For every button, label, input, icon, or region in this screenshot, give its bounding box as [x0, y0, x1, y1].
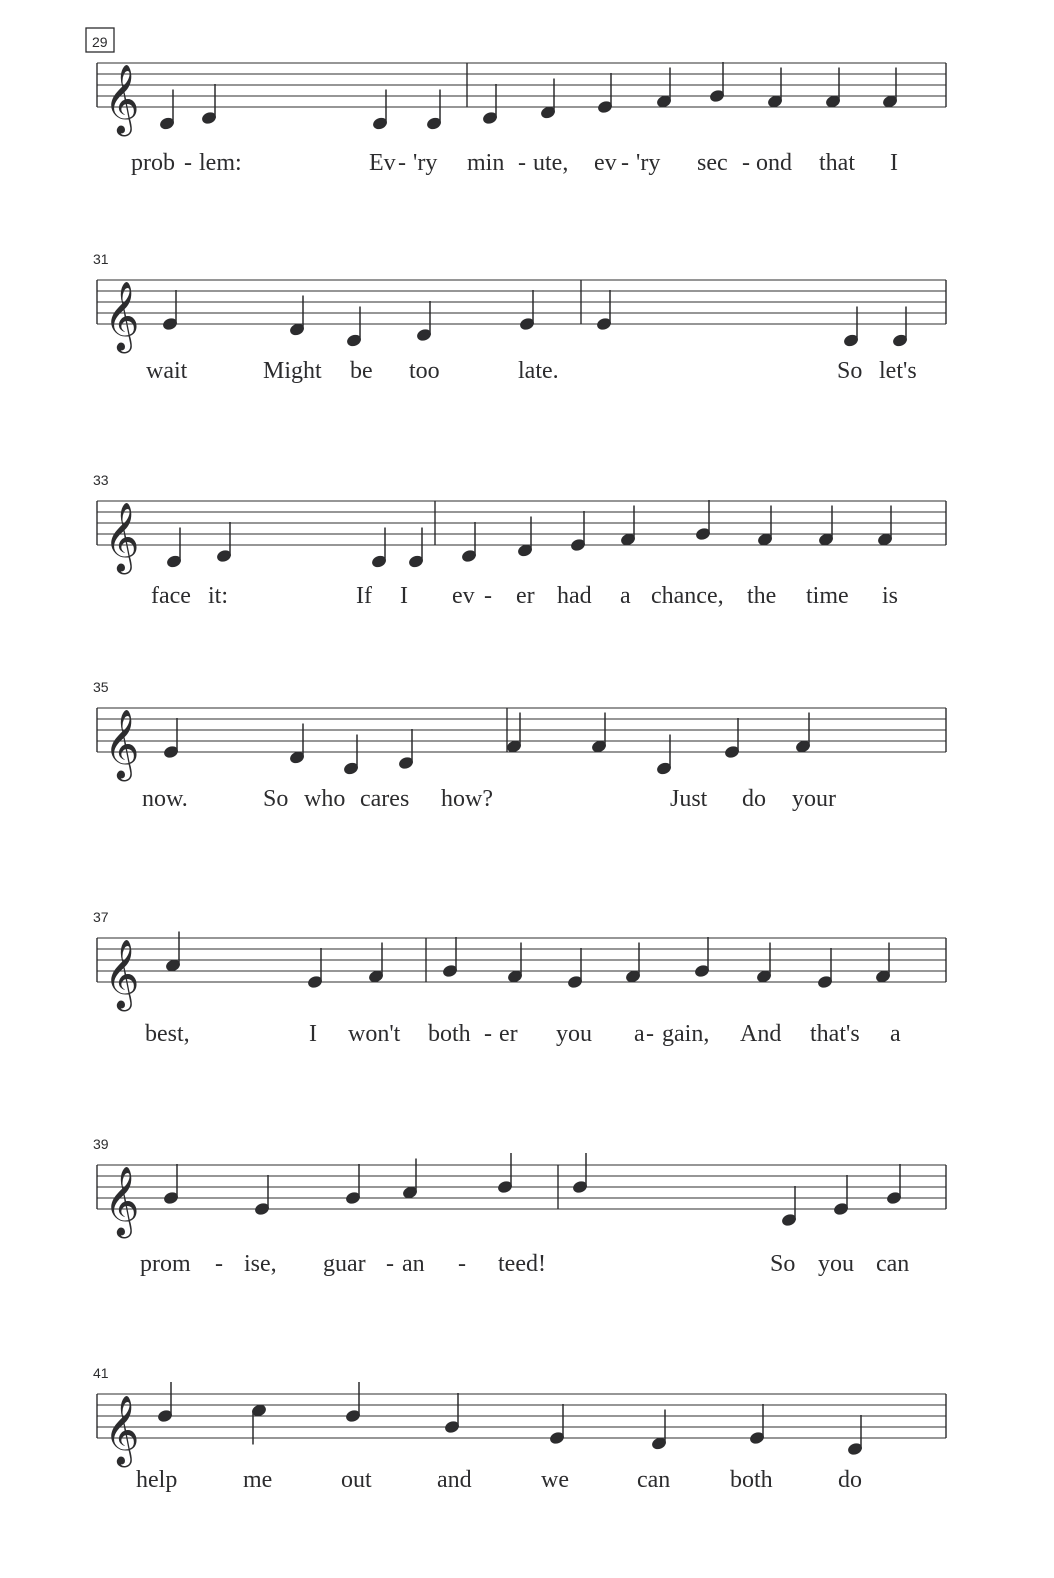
- lyric-syllable: lem:: [199, 150, 242, 176]
- lyric-syllable: it:: [208, 583, 229, 609]
- treble-clef-icon: 𝄞: [104, 1395, 140, 1465]
- lyric-syllable: Might: [263, 358, 322, 384]
- measure-number: 33: [93, 472, 109, 488]
- staff-system: [93, 251, 946, 384]
- lyric-syllable: can: [876, 1251, 910, 1277]
- lyric-syllable: the: [747, 583, 777, 609]
- lyric-syllable: I: [890, 150, 898, 176]
- lyric-syllable: 'ry: [413, 150, 438, 176]
- lyric-syllable: won't: [348, 1021, 401, 1047]
- measure-number: 37: [93, 909, 109, 925]
- lyric-syllable: -: [386, 1251, 394, 1277]
- lyric-syllable: and: [437, 1467, 472, 1493]
- lyric-syllable: teed!: [498, 1251, 546, 1277]
- lyric-syllable: -: [621, 150, 629, 176]
- staff-system: [93, 472, 946, 609]
- lyric-syllable: a: [890, 1021, 901, 1047]
- lyric-syllable: 'ry: [636, 150, 661, 176]
- lyric-syllable: I: [309, 1021, 317, 1047]
- lyric-syllable: best,: [145, 1021, 190, 1047]
- lyric-syllable: prob: [131, 150, 175, 176]
- lyric-syllable: prom: [140, 1251, 191, 1277]
- lyric-syllable: a: [620, 583, 631, 609]
- lyric-syllable: me: [243, 1467, 273, 1493]
- measure-number: 35: [93, 679, 109, 695]
- staff-system: [86, 28, 946, 176]
- lyric-syllable: be: [350, 358, 373, 384]
- lyric-syllable: So: [770, 1251, 796, 1277]
- lyric-syllable: ond: [756, 150, 792, 176]
- lyric-syllable: help: [136, 1467, 178, 1493]
- lyric-syllable: Just: [670, 786, 708, 812]
- lyric-syllable: out: [341, 1467, 372, 1493]
- treble-clef-icon: 𝄞: [104, 281, 140, 351]
- lyric-syllable: guar: [323, 1251, 366, 1277]
- lyric-syllable: -: [458, 1251, 466, 1277]
- lyric-syllable: -: [518, 150, 526, 176]
- lyric-syllable: both: [428, 1021, 471, 1047]
- measure-number: 31: [93, 251, 109, 267]
- lyric-syllable: late.: [518, 358, 559, 384]
- lyric-syllable: had: [557, 583, 592, 609]
- lyric-syllable: gain,: [662, 1021, 710, 1047]
- lyric-syllable: do: [838, 1467, 862, 1493]
- measure-number: 41: [93, 1365, 109, 1381]
- lyric-syllable: do: [742, 786, 766, 812]
- lyric-syllable: -: [484, 583, 492, 609]
- lyric-syllable: can: [637, 1467, 671, 1493]
- lyric-syllable: So: [837, 358, 863, 384]
- measure-number: 39: [93, 1136, 109, 1152]
- lyric-syllable: -: [184, 150, 192, 176]
- lyric-syllable: let's: [879, 358, 917, 384]
- lyric-syllable: that's: [810, 1021, 860, 1047]
- lyric-syllable: an: [402, 1251, 425, 1277]
- lyric-syllable: that: [819, 150, 855, 176]
- lyric-syllable: too: [409, 358, 440, 384]
- lyric-syllable: ute,: [533, 150, 569, 176]
- lyric-syllable: time: [806, 583, 849, 609]
- lyric-syllable: -: [484, 1021, 492, 1047]
- lyric-syllable: chance,: [651, 583, 724, 609]
- lyric-syllable: And: [740, 1021, 782, 1047]
- lyric-syllable: who: [304, 786, 346, 812]
- lyric-syllable: Ev: [369, 150, 396, 176]
- lyric-syllable: now.: [142, 786, 188, 812]
- staff-system: [93, 1365, 946, 1493]
- staff-system: [93, 679, 946, 812]
- lyric-syllable: If: [356, 583, 372, 609]
- staff-system: [93, 909, 946, 1047]
- treble-clef-icon: 𝄞: [104, 1166, 140, 1236]
- lyric-syllable: sec: [697, 150, 728, 176]
- treble-clef-icon: 𝄞: [104, 709, 140, 779]
- lyric-syllable: min: [467, 150, 505, 176]
- lyric-syllable: ev: [452, 583, 475, 609]
- lyric-syllable: your: [792, 786, 836, 812]
- lyric-syllable: -: [742, 150, 750, 176]
- treble-clef-icon: 𝄞: [104, 64, 140, 134]
- lyric-syllable: -: [215, 1251, 223, 1277]
- lyric-syllable: we: [541, 1467, 569, 1493]
- treble-clef-icon: 𝄞: [104, 502, 140, 572]
- lyric-syllable: cares: [360, 786, 410, 812]
- lyric-syllable: ise,: [244, 1251, 277, 1277]
- lyric-syllable: face: [151, 583, 191, 609]
- lyric-syllable: -: [646, 1021, 654, 1047]
- lyric-syllable: er: [499, 1021, 518, 1047]
- lyric-syllable: I: [400, 583, 408, 609]
- lyric-syllable: ev: [594, 150, 617, 176]
- lyric-syllable: -: [398, 150, 406, 176]
- lyric-syllable: you: [818, 1251, 854, 1277]
- lyric-syllable: is: [882, 583, 899, 609]
- measure-number: 29: [92, 34, 108, 50]
- lyric-syllable: So: [263, 786, 289, 812]
- lyric-syllable: er: [516, 583, 535, 609]
- lyric-syllable: a: [634, 1021, 645, 1047]
- treble-clef-icon: 𝄞: [104, 939, 140, 1009]
- lyric-syllable: wait: [146, 358, 188, 384]
- lyric-syllable: you: [556, 1021, 592, 1047]
- staff-system: [93, 1136, 946, 1277]
- lyric-syllable: how?: [441, 786, 493, 812]
- lyric-syllable: both: [730, 1467, 773, 1493]
